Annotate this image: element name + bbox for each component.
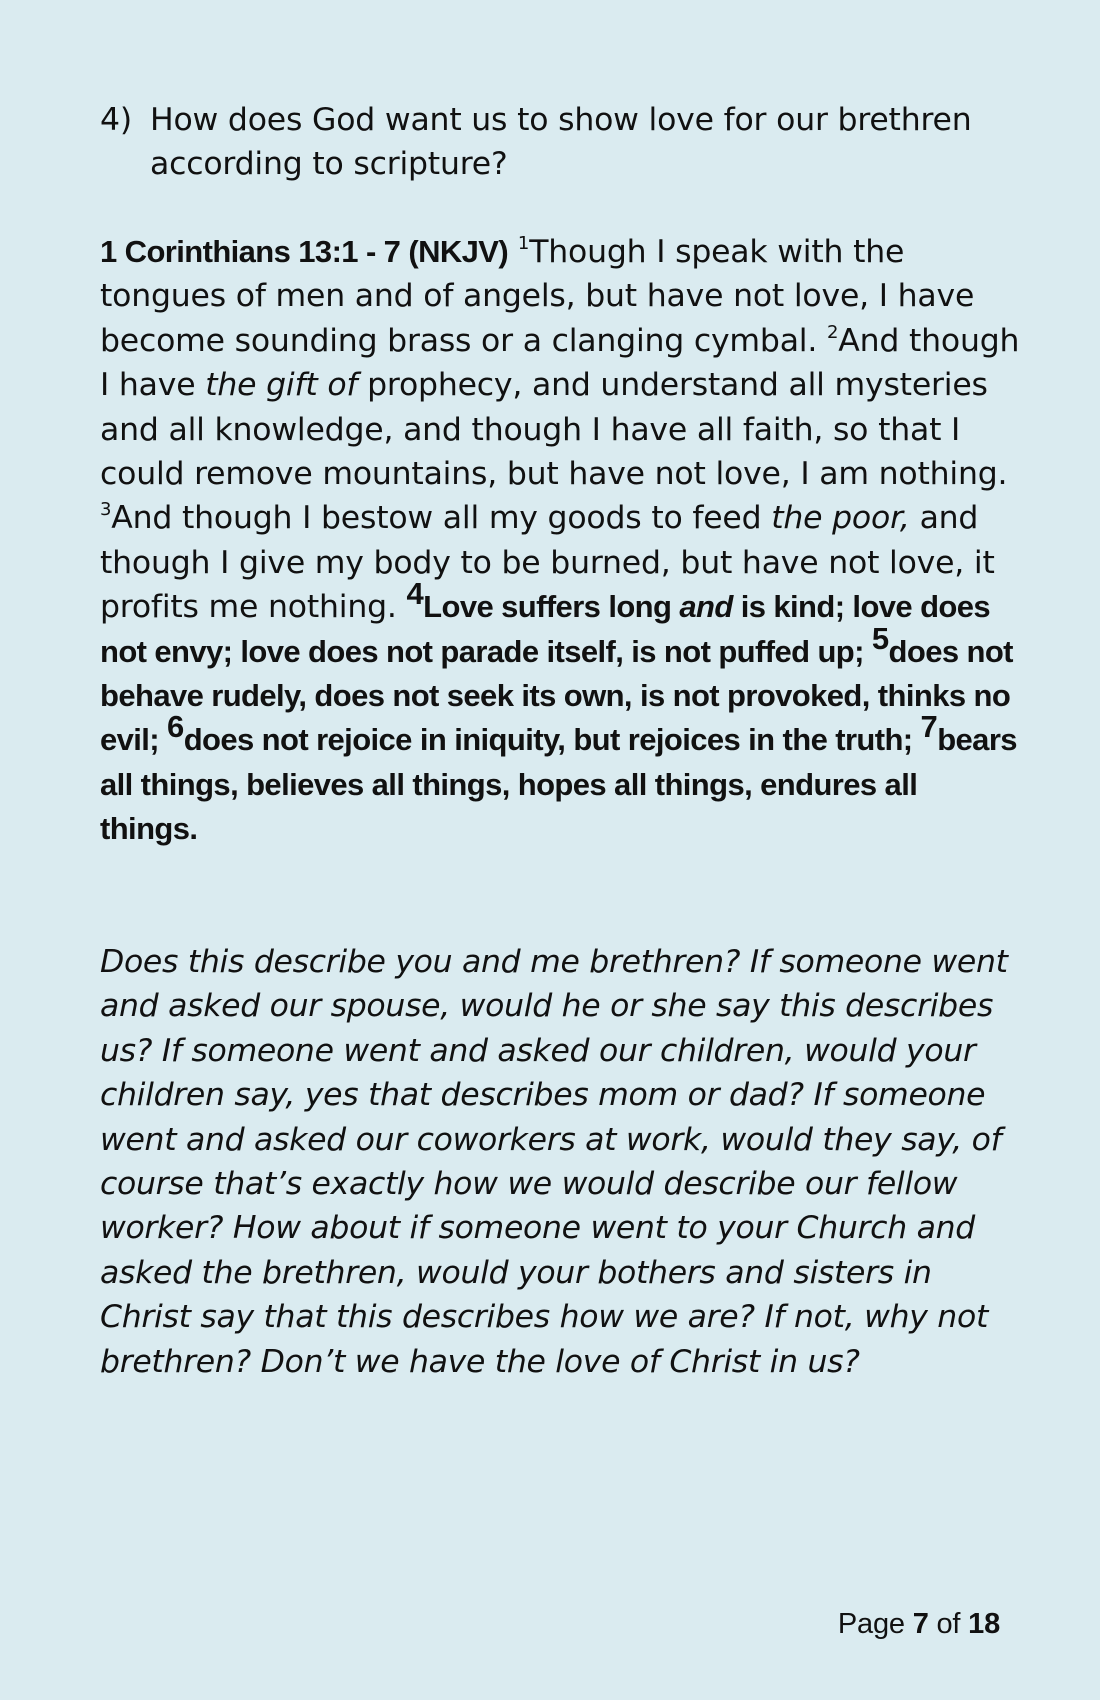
scripture-reference: 1 Corinthians 13:1 - 7 (NKJV)	[100, 234, 509, 269]
verse-text-bold: Love suffers long	[423, 589, 680, 625]
verse-italic-text: and	[679, 589, 733, 625]
verse-number: 2	[827, 321, 839, 343]
verse-text: prophecy, and understand all mysteries and all knowledge, and though I have all faith, so that I could remove mountains, but have not love, I am nothing.	[100, 367, 1008, 493]
reflection-paragraph: Does this describe you and me brethren? If someone went and asked our spouse, would he or she say this describes us? If someone went and asked our children, would your children say, yes that describes mom or dad? If someone went and asked our coworkers at work, would they say, of course that’s exactly how we would describe our fellow worker? How about if someone went to your Church and asked the brethren, would your bothers and sisters in Christ say that this describes how we are? If not, why not brethren? Don’t we have the love of Christ in us?	[100, 944, 1008, 1380]
verse-italic-text: the gift of	[205, 367, 358, 404]
question-number: 4)	[100, 102, 132, 138]
verse-italic-text: the poor,	[771, 500, 910, 537]
verse-text-bold: does not behave rudely, does not seek its own, is not provoked, thinks no evil;	[100, 633, 1013, 758]
verse-text: And though I have	[100, 322, 1020, 404]
verse-text-bold: does not rejoice in iniquity, but rejoices in the truth;	[183, 722, 921, 758]
total-pages-number: 18	[968, 1608, 1000, 1640]
verse-text: And though I bestow all my goods to feed	[111, 500, 772, 537]
of-label: of	[936, 1608, 961, 1640]
verse-number: 6	[167, 709, 184, 745]
question-item	[100, 98, 1020, 186]
page-footer	[838, 1608, 1000, 1641]
scripture-passage	[100, 230, 1020, 852]
verse-number: 5	[871, 620, 889, 656]
verse-number: 4	[406, 576, 424, 612]
verse-number: 1	[517, 233, 530, 254]
current-page-number: 7	[912, 1608, 929, 1640]
verse-text: Though I speak with the tongues of men and of angels, but have not love, I have become sounding brass or a clanging cymbal.	[100, 234, 975, 359]
verse-text: and though I give my body to be burned, but have not love, it profits me nothing.	[100, 500, 995, 626]
verse-number: 7	[920, 709, 938, 745]
page-label: Page	[837, 1608, 905, 1640]
verse-text-bold: bears all things, believes all things, hopes all things, endures all things.	[100, 722, 1017, 847]
question-text: How does God want us to show love for our brethren according to scripture?	[150, 102, 972, 182]
verse-text-bold: is kind; love does not envy; love does not parade itself, is not puffed up;	[100, 589, 991, 669]
verse-number: 3	[100, 499, 112, 521]
